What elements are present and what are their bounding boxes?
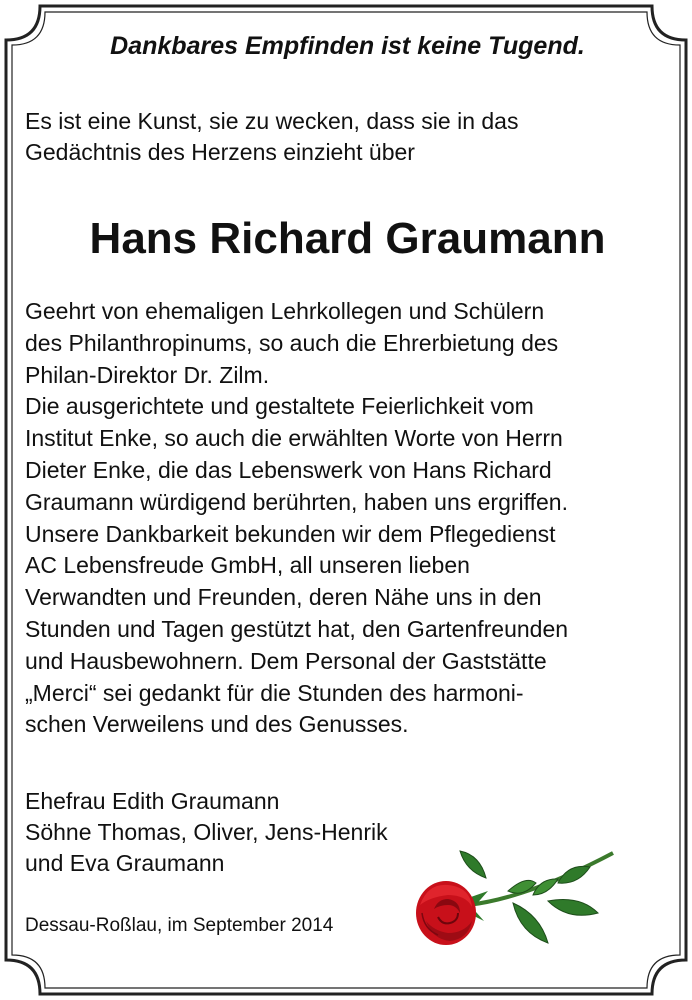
body-line: des Philanthropinums, so auch die Ehrerbietung des [25, 329, 559, 356]
signer-line: und Eva Graumann [25, 850, 225, 876]
body-line: Geehrt von ehemaligen Lehrkollegen und Schülern [25, 298, 545, 324]
body-line: Graumann würdigend berührten, haben uns ergriffen. [25, 488, 568, 515]
body-line: Die ausgerichtete und gestaltete Feierlichkeit vom [25, 393, 534, 420]
body-line: Institut Enke, so auch die erwählten Worte von Herrn [25, 425, 563, 452]
motto-heading: Dankbares Empfinden ist keine Tugend. [110, 32, 585, 60]
intro-line: Es ist eine Kunst, sie zu wecken, dass sie in das [25, 108, 519, 134]
body-line: Philan-Direktor Dr. Zilm. [25, 361, 270, 388]
place-date: Dessau-Roßlau, im September 2014 [25, 915, 334, 936]
body-line: Dieter Enke, die das Lebenswerk von Hans Richard [25, 456, 552, 483]
intro-line: Gedächtnis des Herzens einzieht über [25, 139, 415, 165]
signer-line: Ehefrau Edith Graumann [25, 788, 280, 814]
signer-line: Söhne Thomas, Oliver, Jens-Henrik [25, 819, 388, 845]
body-line: Unsere Dankbarkeit bekunden wir dem Pflegedienst [25, 520, 556, 547]
body-line: Verwandten und Freunden, deren Nähe uns in den [25, 584, 542, 611]
red-rose-icon [408, 843, 628, 963]
body-line: AC Lebensfreude GmbH, all unseren lieben [25, 552, 470, 579]
body-line: Stunden und Tagen gestützt hat, den Gartenfreunden [25, 615, 569, 642]
intro-text [25, 106, 665, 168]
deceased-name: Hans Richard Graumann [89, 214, 606, 263]
body-line: schen Verweilens und des Genusses. [25, 711, 409, 738]
body-line: und Hausbewohnern. Dem Personal der Gaststätte [25, 647, 547, 674]
thanks-text [25, 296, 675, 741]
body-line: „Merci“ sei gedankt für die Stunden des harmoni- [25, 679, 524, 706]
